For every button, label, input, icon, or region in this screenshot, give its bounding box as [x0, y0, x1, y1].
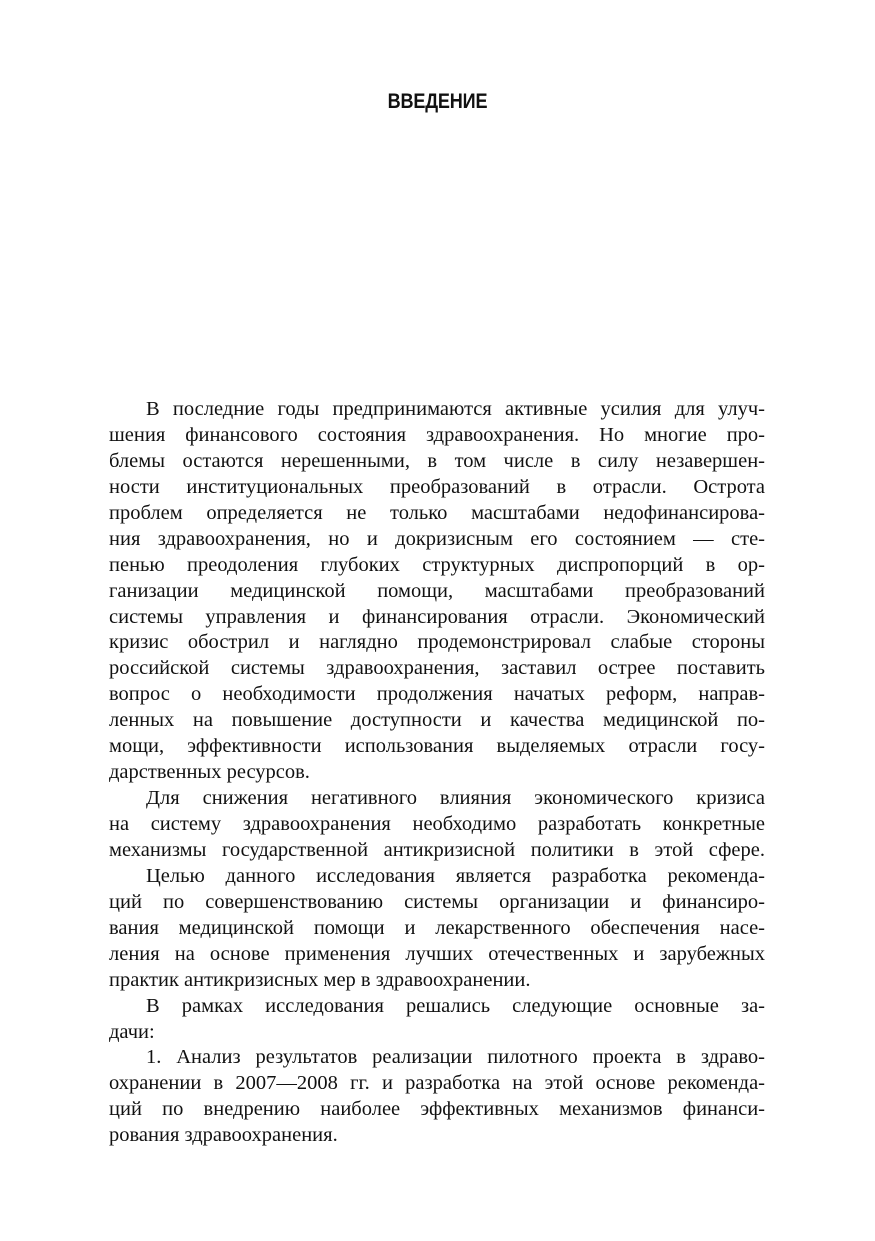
text-line: системы управления и финансирования отрасли. Экономический — [109, 605, 765, 628]
text-line: В последние годы предпринимаются активные усилия для улуч- — [146, 398, 765, 420]
text-line: рования здравоохранения. — [109, 1124, 338, 1147]
text-line: механизмы государственной антикризисной политики в этой сфере. — [109, 838, 765, 861]
text-line: шения финансового состояния здравоохранения. Но многие про- — [109, 423, 765, 446]
paragraph-1 — [109, 397, 765, 786]
paragraph-4 — [109, 994, 765, 1046]
text-line: вания медицинской помощи и лекарственного обеспечения насе- — [109, 916, 765, 939]
text-line: ления на основе применения лучших отечественных и зарубежных — [109, 942, 765, 965]
text-line: дарственных ресурсов. — [109, 761, 310, 784]
text-line: пенью преодоления глубоких структурных диспропорций в ор- — [109, 553, 765, 576]
paragraph-5 — [109, 1045, 765, 1149]
text-line: В рамках исследования решались следующие основные за- — [146, 994, 765, 1017]
text-line: Целью данного исследования является разработка рекоменда- — [146, 864, 765, 887]
text-line: Для снижения негативного влияния экономического кризиса — [146, 787, 765, 810]
body-text — [109, 397, 765, 1149]
text-line: кризис обострил и наглядно продемонстрировал слабые стороны — [109, 631, 765, 654]
text-line: на систему здравоохранения необходимо разработать конкретные — [109, 813, 765, 835]
text-line: проблем определяется не только масштабами недофинансирова- — [109, 501, 765, 524]
text-line: ленных на повышение доступности и качества медицинской по- — [109, 709, 765, 732]
text-line: практик антикризисных мер в здравоохранении. — [109, 968, 531, 991]
text-line: вопрос о необходимости продолжения начатых реформ, направ- — [109, 683, 765, 706]
text-line: ганизации медицинской помощи, масштабами преобразований — [109, 579, 765, 602]
text-line: охранении в 2007—2008 гг. и разработка на этой основе рекоменда- — [109, 1072, 765, 1095]
text-line: российской системы здравоохранения, заставил острее поставить — [109, 657, 765, 680]
text-line: блемы остаются нерешенными, в том числе в силу незавершен- — [109, 449, 765, 472]
text-line: мощи, эффективности использования выделяемых отрасли госу- — [109, 735, 765, 758]
text-line: ций по совершенствованию системы организации и финансиро- — [109, 890, 765, 913]
paragraph-2 — [109, 786, 765, 864]
text-line: ния здравоохранения, но и докризисным его состоянием — сте- — [109, 527, 765, 550]
text-line: дачи: — [109, 1020, 155, 1043]
text-line: ности институциональных преобразований в отрасли. Острота — [109, 475, 765, 498]
text-line: 1. Анализ результатов реализации пилотного проекта в здраво- — [146, 1046, 765, 1069]
paragraph-3 — [109, 864, 765, 994]
text-line: ций по внедрению наиболее эффективных механизмов финанси- — [109, 1098, 765, 1121]
chapter-heading: ВВЕДЕНИЕ — [387, 90, 488, 113]
